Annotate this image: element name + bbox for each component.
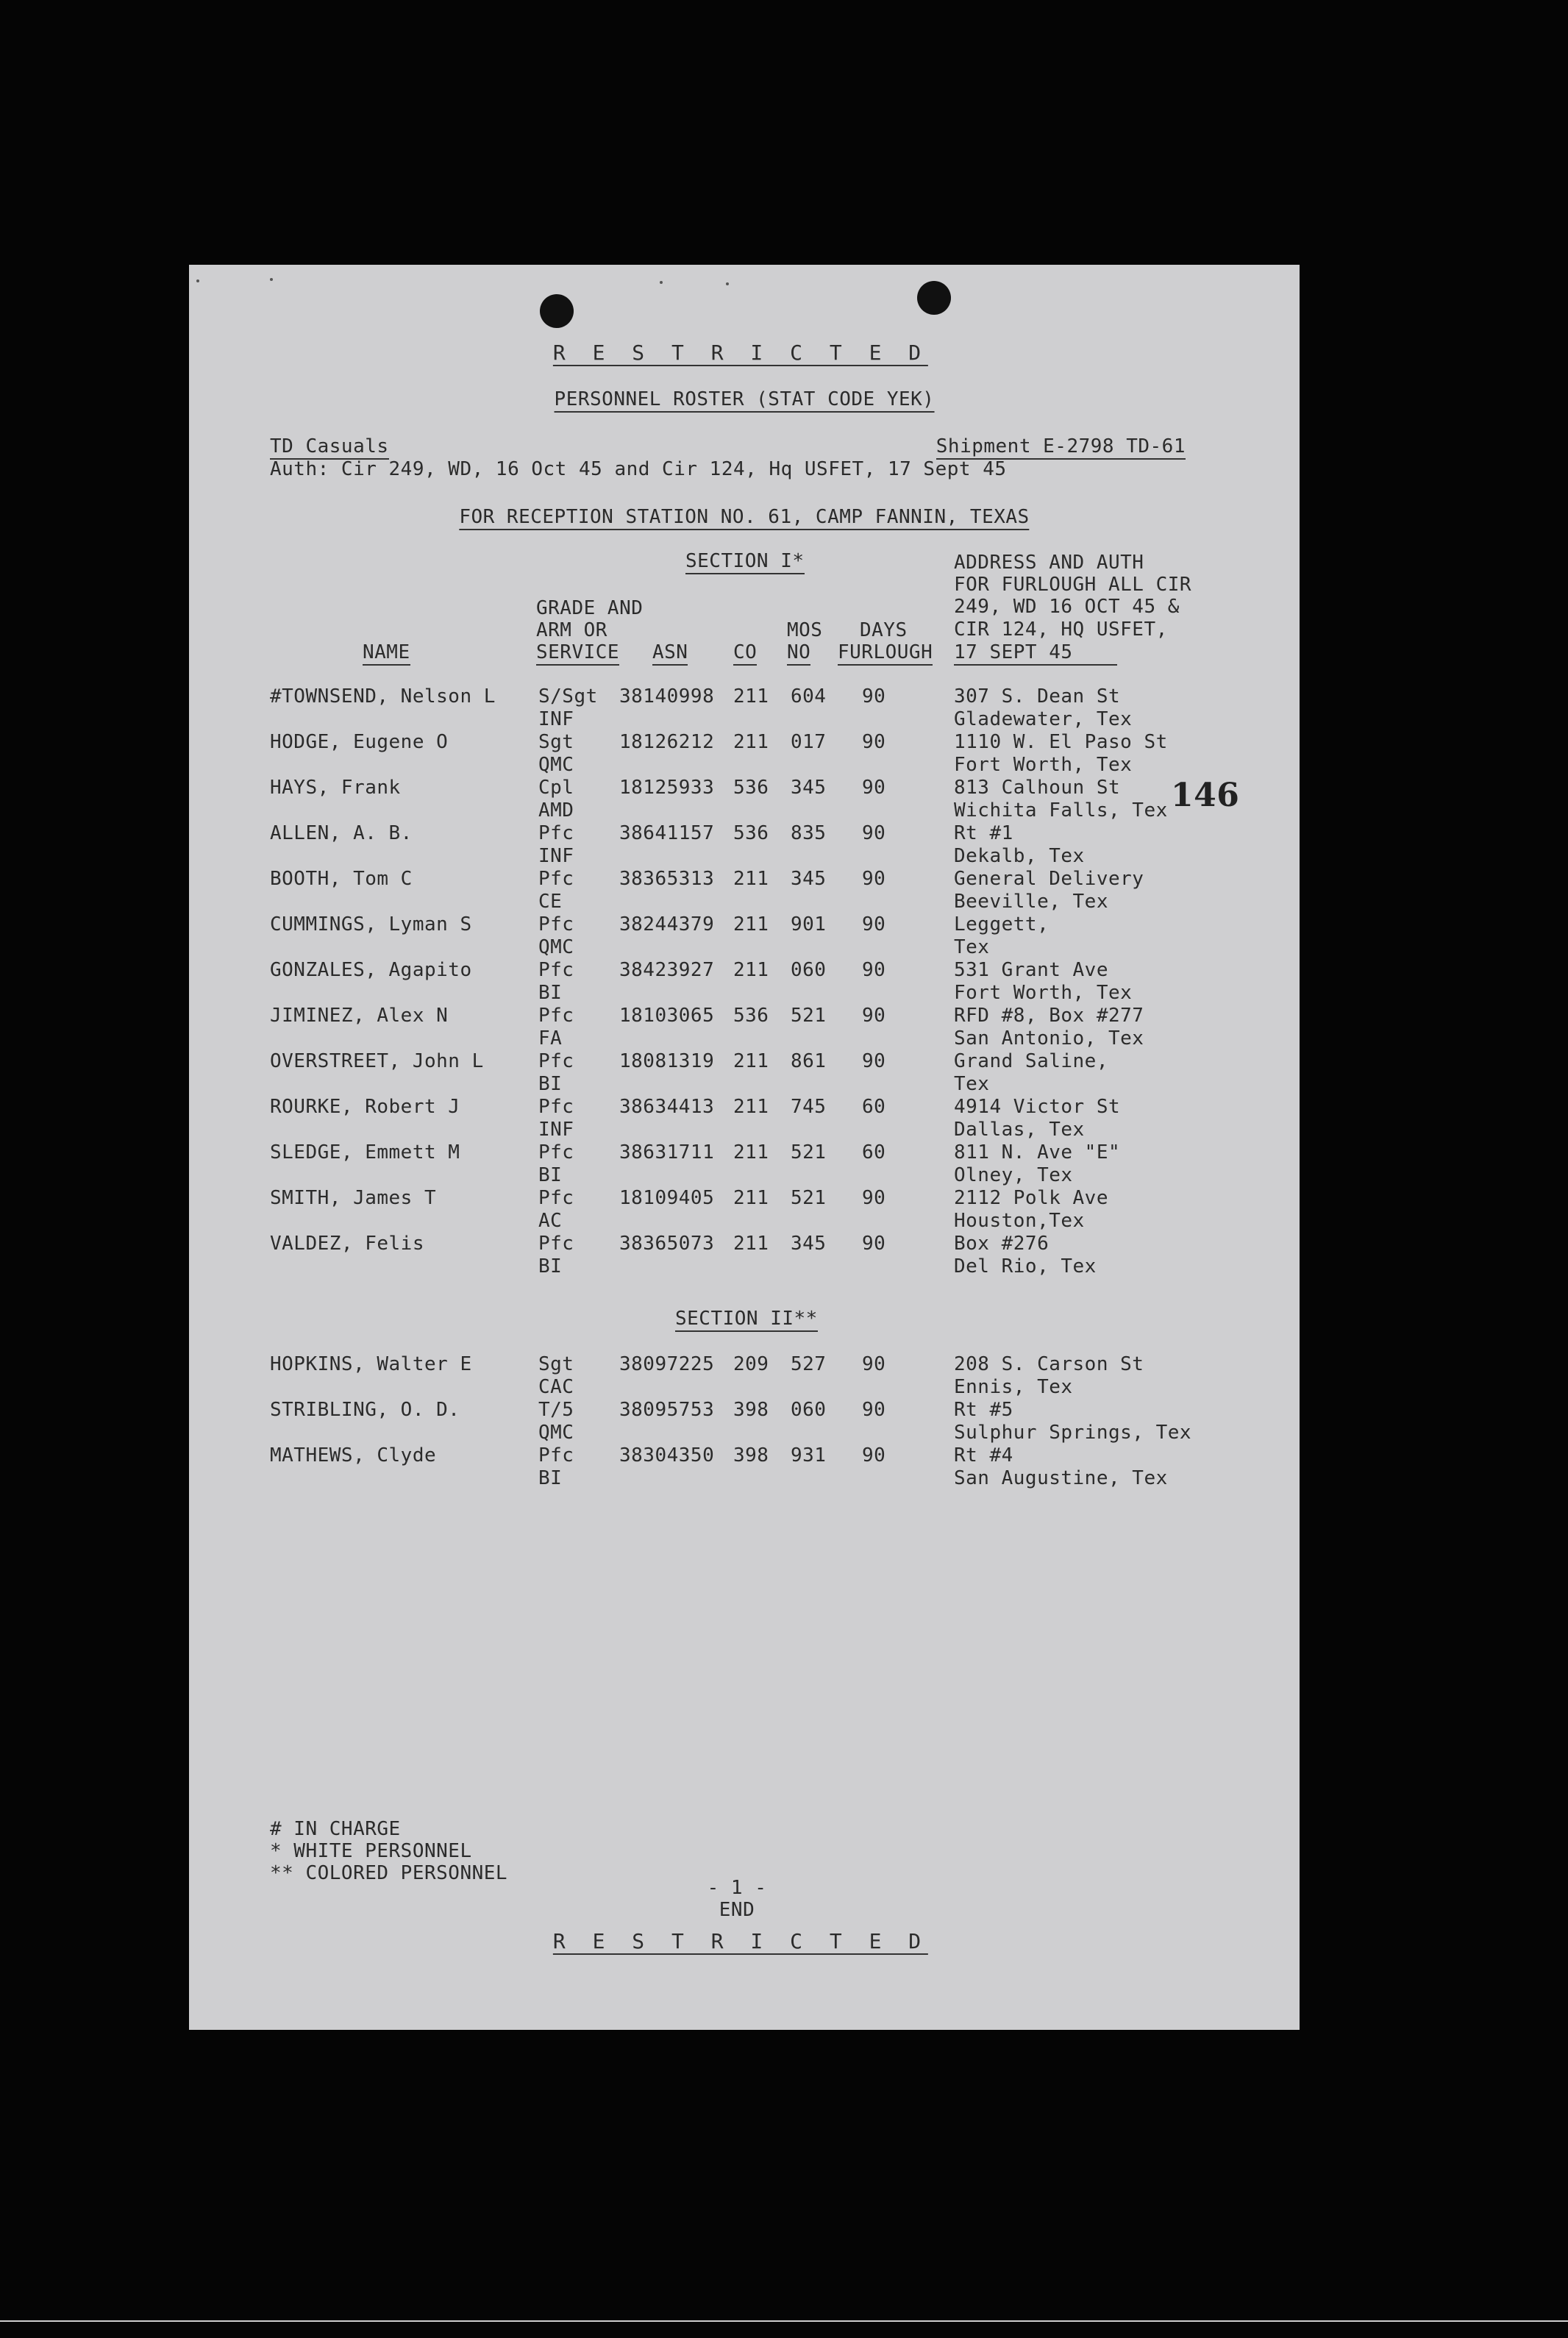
document-page [189, 265, 1300, 2030]
row-asn: 18126212 [619, 731, 715, 753]
row-asn: 18103065 [619, 1005, 715, 1027]
row-name: OVERSTREET, John L [270, 1050, 484, 1072]
row-arm: AMD [538, 799, 574, 821]
row-addr-2: San Antonio, Tex [954, 1027, 1144, 1049]
col-days-1: DAYS [860, 619, 908, 641]
col-name: NAME [363, 641, 410, 666]
col-grade-1: GRADE AND [536, 597, 644, 619]
row-addr-2: Fort Worth, Tex [954, 982, 1133, 1004]
row-asn: 38423927 [619, 959, 715, 981]
classification-footer: R E S T R I C T E D [552, 1929, 929, 1953]
row-days: 90 [862, 1005, 886, 1027]
row-addr-1: 813 Calhoun St [954, 777, 1121, 799]
row-co: 211 [733, 731, 769, 753]
row-asn: 18081319 [619, 1050, 715, 1072]
col-co: CO [733, 641, 757, 666]
row-mos: 901 [791, 913, 827, 935]
row-arm: FA [538, 1027, 563, 1049]
row-addr-1: 208 S. Carson St [954, 1353, 1144, 1375]
row-name: BOOTH, Tom C [270, 868, 413, 890]
row-arm: CE [538, 891, 563, 913]
row-mos: 521 [791, 1005, 827, 1027]
row-mos: 861 [791, 1050, 827, 1072]
row-arm: BI [538, 1073, 563, 1095]
row-addr-2: Del Rio, Tex [954, 1255, 1097, 1277]
row-mos: 060 [791, 1399, 827, 1421]
row-asn: 18109405 [619, 1187, 715, 1209]
row-days: 90 [862, 777, 886, 799]
row-name: ROURKE, Robert J [270, 1096, 460, 1118]
row-name: GONZALES, Agapito [270, 959, 472, 981]
row-days: 60 [862, 1096, 886, 1118]
row-grade: S/Sgt [538, 685, 598, 708]
row-mos: 345 [791, 777, 827, 799]
destination-line: FOR RECEPTION STATION NO. 61, CAMP FANNIN, TEXAS [459, 506, 1029, 530]
row-addr-2: Sulphur Springs, Tex [954, 1422, 1192, 1444]
row-co: 211 [733, 1096, 769, 1118]
row-asn: 38304350 [619, 1444, 715, 1466]
col-grade-2: ARM OR [536, 619, 607, 641]
row-arm: BI [538, 1164, 563, 1186]
row-addr-1: 4914 Victor St [954, 1096, 1121, 1118]
row-co: 209 [733, 1353, 769, 1375]
row-name: MATHEWS, Clyde [270, 1444, 437, 1466]
row-addr-1: Rt #1 [954, 822, 1013, 844]
row-arm: BI [538, 1467, 563, 1489]
row-co: 398 [733, 1444, 769, 1466]
row-grade: Pfc [538, 1233, 574, 1255]
row-grade: Pfc [538, 822, 574, 844]
row-days: 60 [862, 1141, 886, 1163]
row-mos: 931 [791, 1444, 827, 1466]
row-name: JIMINEZ, Alex N [270, 1005, 449, 1027]
row-grade: Cpl [538, 777, 574, 799]
shipment-label: Shipment E-2798 TD-61 [936, 435, 1186, 460]
row-co: 211 [733, 959, 769, 981]
row-addr-2: Tex [954, 936, 990, 958]
row-days: 90 [862, 822, 886, 844]
col-mos-2: NO [787, 641, 810, 666]
row-arm: AC [538, 1210, 563, 1232]
row-co: 536 [733, 777, 769, 799]
row-grade: Pfc [538, 1096, 574, 1118]
document-title: PERSONNEL ROSTER (STAT CODE YEK) [555, 388, 935, 413]
row-name: HAYS, Frank [270, 777, 401, 799]
row-arm: QMC [538, 754, 574, 776]
row-grade: Sgt [538, 731, 574, 753]
row-addr-1: Grand Saline, [954, 1050, 1108, 1072]
row-name: STRIBLING, O. D. [270, 1399, 460, 1421]
row-addr-2: Gladewater, Tex [954, 708, 1133, 730]
row-co: 211 [733, 1050, 769, 1072]
col-addr-5: 17 SEPT 45 [954, 641, 1117, 666]
row-asn: 38097225 [619, 1353, 715, 1375]
row-co: 211 [733, 913, 769, 935]
row-mos: 835 [791, 822, 827, 844]
row-co: 211 [733, 868, 769, 890]
speck [726, 282, 729, 285]
punch-hole-left [540, 294, 574, 328]
row-co: 398 [733, 1399, 769, 1421]
row-arm: INF [538, 845, 574, 867]
row-addr-2: Olney, Tex [954, 1164, 1073, 1186]
row-mos: 604 [791, 685, 827, 708]
row-grade: T/5 [538, 1399, 574, 1421]
row-grade: Pfc [538, 1050, 574, 1072]
row-asn: 38095753 [619, 1399, 715, 1421]
scan-edge-line [0, 2320, 1568, 2322]
speck [270, 278, 273, 281]
row-asn: 38631711 [619, 1141, 715, 1163]
row-arm: QMC [538, 936, 574, 958]
row-arm: BI [538, 1255, 563, 1277]
col-grade-3: SERVICE [536, 641, 619, 666]
row-name: ALLEN, A. B. [270, 822, 413, 844]
row-addr-2: Dallas, Tex [954, 1119, 1085, 1141]
authority-line: Auth: Cir 249, WD, 16 Oct 45 and Cir 124, Hq USFET, 17 Sept 45 [270, 458, 1007, 480]
row-addr-1: 531 Grant Ave [954, 959, 1108, 981]
row-name: VALDEZ, Felis [270, 1233, 424, 1255]
row-asn: 38365073 [619, 1233, 715, 1255]
row-addr-1: 307 S. Dean St [954, 685, 1121, 708]
row-arm: INF [538, 708, 574, 730]
row-co: 211 [733, 1233, 769, 1255]
row-days: 90 [862, 868, 886, 890]
row-mos: 017 [791, 731, 827, 753]
speck [660, 281, 663, 284]
row-addr-1: Box #276 [954, 1233, 1050, 1255]
section-2-heading: SECTION II** [675, 1308, 818, 1332]
row-name: HODGE, Eugene O [270, 731, 449, 753]
row-addr-1: Rt #4 [954, 1444, 1013, 1466]
page-stamp-number: 146 [1171, 777, 1240, 814]
row-addr-2: Houston,Tex [954, 1210, 1085, 1232]
row-grade: Sgt [538, 1353, 574, 1375]
row-asn: 38140998 [619, 685, 715, 708]
row-addr-2: Wichita Falls, Tex [954, 799, 1168, 821]
row-days: 90 [862, 1399, 886, 1421]
row-co: 211 [733, 1187, 769, 1209]
section-1-heading: SECTION I* [685, 550, 805, 574]
col-addr-3: 249, WD 16 OCT 45 & [954, 596, 1180, 618]
row-days: 90 [862, 1353, 886, 1375]
row-addr-1: 2112 Polk Ave [954, 1187, 1108, 1209]
row-name: CUMMINGS, Lyman S [270, 913, 472, 935]
end-marker: END [719, 1899, 755, 1921]
row-addr-1: RFD #8, Box #277 [954, 1005, 1144, 1027]
row-asn: 38365313 [619, 868, 715, 890]
row-co: 536 [733, 822, 769, 844]
row-days: 90 [862, 1233, 886, 1255]
row-co: 211 [733, 1141, 769, 1163]
row-days: 90 [862, 1444, 886, 1466]
row-arm: BI [538, 982, 563, 1004]
page-number: - 1 - [707, 1877, 767, 1899]
col-addr-4: CIR 124, HQ USFET, [954, 619, 1168, 641]
col-addr-2: FOR FURLOUGH ALL CIR [954, 574, 1192, 596]
col-addr-1: ADDRESS AND AUTH [954, 552, 1144, 574]
row-grade: Pfc [538, 913, 574, 935]
legend-colored-personnel: ** COLORED PERSONNEL [270, 1862, 508, 1884]
row-addr-1: General Delivery [954, 868, 1144, 890]
row-days: 90 [862, 1050, 886, 1072]
row-days: 90 [862, 1187, 886, 1209]
row-days: 90 [862, 959, 886, 981]
row-mos: 521 [791, 1141, 827, 1163]
row-name: SLEDGE, Emmett M [270, 1141, 460, 1163]
row-mos: 345 [791, 1233, 827, 1255]
punch-hole-right [917, 281, 951, 315]
row-grade: Pfc [538, 1187, 574, 1209]
row-addr-2: Dekalb, Tex [954, 845, 1085, 867]
row-days: 90 [862, 913, 886, 935]
row-name: SMITH, James T [270, 1187, 437, 1209]
row-co: 536 [733, 1005, 769, 1027]
speck [196, 279, 199, 282]
row-mos: 527 [791, 1353, 827, 1375]
row-addr-2: Tex [954, 1073, 990, 1095]
row-addr-1: 1110 W. El Paso St [954, 731, 1168, 753]
row-days: 90 [862, 731, 886, 753]
row-asn: 38244379 [619, 913, 715, 935]
row-addr-1: 811 N. Ave "E" [954, 1141, 1121, 1163]
row-grade: Pfc [538, 1005, 574, 1027]
unit-label: TD Casuals [270, 435, 389, 460]
row-name: #TOWNSEND, Nelson L [270, 685, 496, 708]
col-asn: ASN [652, 641, 688, 666]
row-asn: 38634413 [619, 1096, 715, 1118]
row-addr-2: Fort Worth, Tex [954, 754, 1133, 776]
row-grade: Pfc [538, 959, 574, 981]
row-grade: Pfc [538, 868, 574, 890]
row-addr-2: Ennis, Tex [954, 1376, 1073, 1398]
row-name: HOPKINS, Walter E [270, 1353, 472, 1375]
col-mos-1: MOS [787, 619, 823, 641]
row-addr-2: Beeville, Tex [954, 891, 1108, 913]
row-co: 211 [733, 685, 769, 708]
row-mos: 521 [791, 1187, 827, 1209]
classification-header: R E S T R I C T E D [552, 341, 929, 365]
row-addr-2: San Augustine, Tex [954, 1467, 1168, 1489]
legend-in-charge: # IN CHARGE [270, 1818, 401, 1840]
row-grade: Pfc [538, 1141, 574, 1163]
col-days-2: FURLOUGH [838, 641, 933, 666]
row-addr-1: Leggett, [954, 913, 1050, 935]
row-asn: 38641157 [619, 822, 715, 844]
row-mos: 345 [791, 868, 827, 890]
row-grade: Pfc [538, 1444, 574, 1466]
row-addr-1: Rt #5 [954, 1399, 1013, 1421]
row-arm: INF [538, 1119, 574, 1141]
row-mos: 060 [791, 959, 827, 981]
row-arm: CAC [538, 1376, 574, 1398]
legend-white-personnel: * WHITE PERSONNEL [270, 1840, 472, 1862]
row-asn: 18125933 [619, 777, 715, 799]
row-mos: 745 [791, 1096, 827, 1118]
row-arm: QMC [538, 1422, 574, 1444]
row-days: 90 [862, 685, 886, 708]
